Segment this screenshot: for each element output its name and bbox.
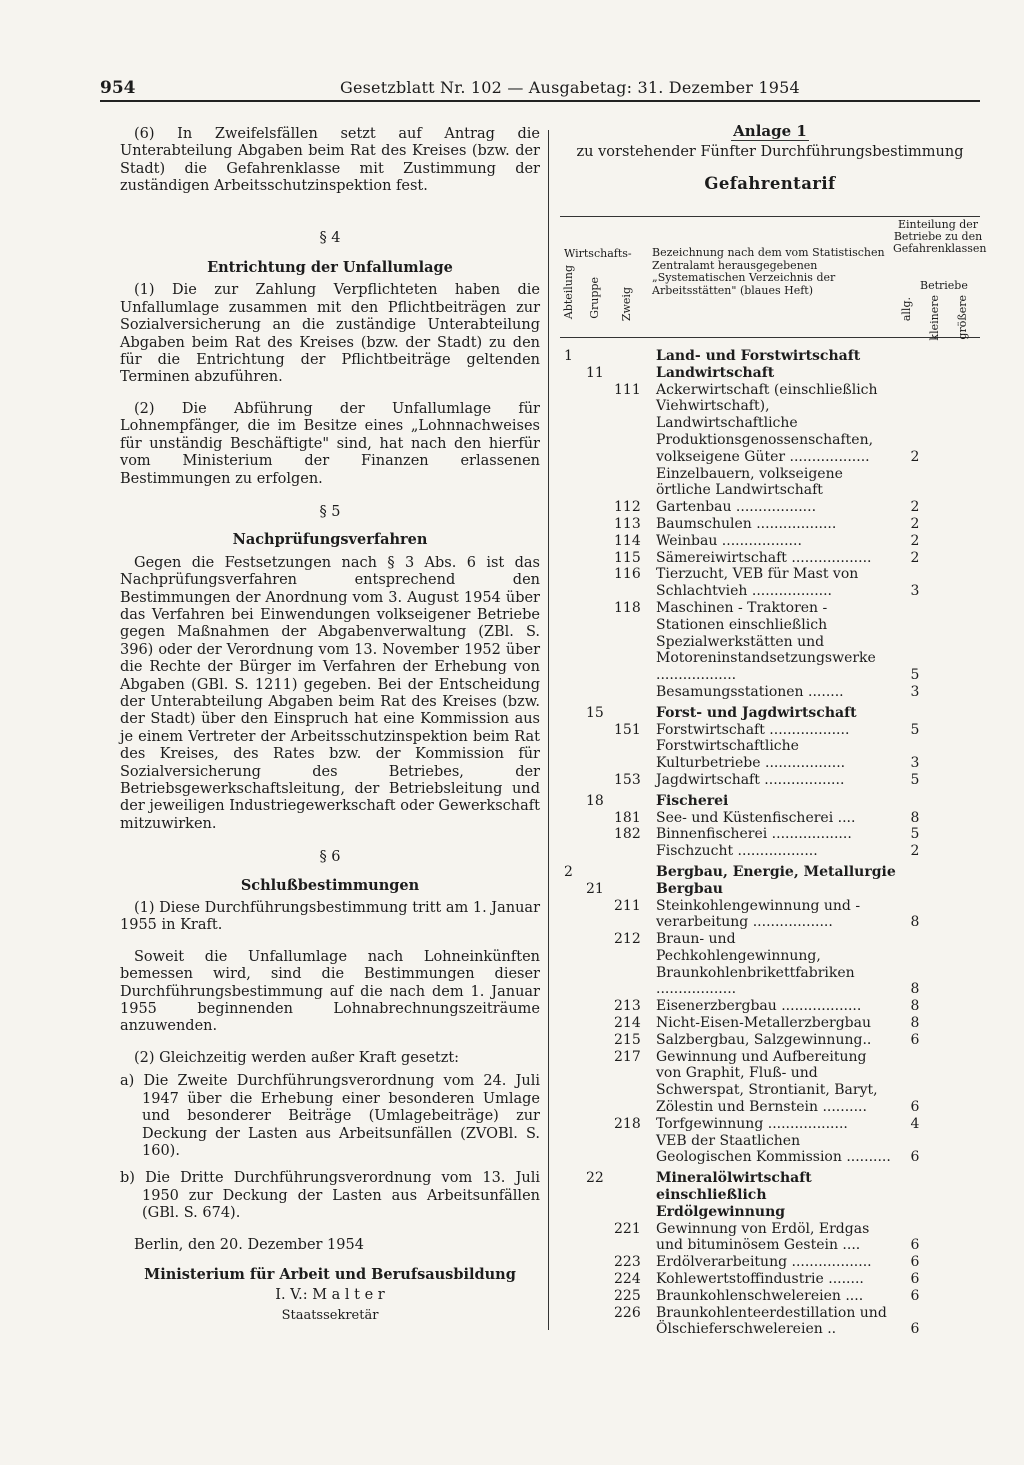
abteilung-cell: 1: [564, 348, 573, 364]
header-bezeichnung: Bezeichnung nach dem vom Statistischen Zentralamt herausgegebenen „Systematischen Verzeichnis der Arbeitsstätten" (blaues Heft): [652, 246, 885, 297]
class-cell: 5: [910, 721, 920, 738]
description-cell: Einzelbauern, volkseigene örtliche Landwirtschaft: [656, 465, 843, 499]
table-row: [560, 1305, 980, 1339]
gruppe-cell: 21: [586, 880, 604, 897]
zweig-cell: 221: [614, 1220, 641, 1237]
class-cell: 3: [910, 583, 920, 600]
ministry-name: Ministerium für Arbeit und Berufsausbildung: [144, 1265, 516, 1283]
table-row: [560, 705, 980, 722]
table-row: [560, 600, 980, 684]
table-row: [560, 382, 980, 466]
table-row: [560, 1288, 980, 1305]
zweig-cell: 214: [614, 1015, 641, 1032]
description-cell: Bergbau, Energie, Metallurgie: [656, 863, 896, 880]
class-cell: 8: [910, 998, 920, 1015]
table-row: [560, 881, 980, 898]
table-row: [560, 998, 980, 1015]
zweig-cell: 212: [614, 931, 641, 948]
section-6-number: § 6: [319, 849, 341, 866]
description-cell: Erdölverarbeitung ..................: [656, 1254, 872, 1271]
description-cell: Jagdwirtschaft ..................: [656, 771, 845, 788]
header-gruppe: Gruppe: [588, 277, 601, 319]
class-cell: 6: [910, 1031, 920, 1048]
zweig-cell: 151: [614, 721, 641, 738]
class-cell: 6: [910, 1237, 920, 1254]
header-abteilung: Abteilung: [562, 265, 575, 320]
table-row: [560, 365, 980, 382]
description-cell: Braunkohlenteerdestillation und Ölschieferschwelereien ..: [656, 1304, 887, 1338]
signer: I. V.: M a l t e r: [275, 1287, 385, 1304]
class-cell: 6: [910, 1099, 920, 1116]
description-cell: Mineralölwirtschaft einschließlich Erdölgewinnung: [656, 1170, 812, 1220]
description-cell: Salzbergbau, Salzgewinnung..: [656, 1031, 872, 1048]
class-cell: 6: [910, 1149, 920, 1166]
description-cell: Gartenbau ..................: [656, 499, 817, 516]
class-cell: 5: [910, 826, 920, 843]
zweig-cell: 213: [614, 998, 641, 1015]
zweig-cell: 113: [614, 515, 641, 532]
section-6-para-2: Soweit die Unfallumlage nach Lohneinkünften bemessen wird, sind die Bestimmungen dieser Durchführungsbestimmung auf die nach dem 1. Januar 1955 beginnenden Lohnabrechnungszeiträume anzuwenden.: [120, 948, 540, 1035]
annex-label: [560, 122, 980, 140]
zweig-cell: 114: [614, 532, 641, 549]
description-cell: VEB der Staatlichen Geologischen Kommission ..........: [656, 1132, 891, 1166]
table-row: [560, 516, 980, 533]
place-date: Berlin, den 20. Dezember 1954: [134, 1236, 364, 1253]
table-row: [560, 931, 980, 998]
gazette-title: Gesetzblatt Nr. 102 — Ausgabetag: 31. Dezember 1954: [340, 78, 800, 97]
table-row: [560, 1049, 980, 1116]
class-cell: 2: [910, 515, 920, 532]
description-cell: Baumschulen ..................: [656, 515, 837, 532]
section-4-para-2: (2) Die Abführung der Unfallumlage für Lohnempfänger, die im Besitze eines „Lohnnachweises für unständig Beschäftigte" sind, hat nach den hierfür vom Ministerium der Finanzen erlassenen Bestimmungen zu erfolgen.: [120, 400, 540, 487]
class-cell: 6: [910, 1287, 920, 1304]
description-cell: Weinbau ..................: [656, 532, 802, 549]
class-cell: 4: [910, 1115, 920, 1132]
description-cell: Bergbau: [656, 880, 723, 897]
description-cell: Besamungsstationen ........: [656, 683, 844, 700]
description-cell: See- und Küstenfischerei ....: [656, 809, 856, 826]
table-row: [560, 793, 980, 810]
table-row: [560, 1015, 980, 1032]
gruppe-cell: 22: [586, 1170, 604, 1187]
table-row: [560, 738, 980, 772]
zweig-cell: 215: [614, 1031, 641, 1048]
description-cell: Tierzucht, VEB für Mast von Schlachtvieh ..................: [656, 566, 859, 600]
description-cell: Gewinnung von Erdöl, Erdgas und bituminösem Gestein ....: [656, 1220, 870, 1254]
table-row: [560, 1116, 980, 1133]
zweig-cell: 225: [614, 1287, 641, 1304]
table-row: [560, 864, 980, 881]
column-divider: [548, 130, 549, 1330]
page-number: 954: [100, 78, 136, 98]
left-column: [120, 126, 540, 1324]
class-cell: 8: [910, 1015, 920, 1032]
table-row: [560, 826, 980, 843]
class-cell: 2: [910, 549, 920, 566]
description-cell: Braunkohlenschwelereien ....: [656, 1287, 864, 1304]
class-cell: 6: [910, 1321, 920, 1338]
class-cell: 3: [910, 755, 920, 772]
class-cell: 8: [910, 809, 920, 826]
description-cell: Fischzucht ..................: [656, 843, 818, 860]
tariff-title: Gefahrentarif: [704, 174, 836, 193]
table-row: [560, 1271, 980, 1288]
table-row: [560, 466, 980, 500]
description-cell: Forst- und Jagdwirtschaft: [656, 704, 857, 721]
description-cell: Forstwirtschaft ..................: [656, 721, 850, 738]
annex-label-text: Anlage 1: [733, 122, 807, 140]
description-cell: Land- und Forstwirtschaft: [656, 348, 861, 364]
description-cell: Steinkohlengewinnung und -verarbeitung ..................: [656, 897, 861, 931]
gruppe-cell: 18: [586, 792, 604, 809]
header-einteilung: Einteilung der Betriebe zu den Gefahrenklassen: [893, 218, 987, 255]
class-cell: 2: [910, 448, 920, 465]
description-cell: Gewinnung und Aufbereitung von Graphit, Fluß- und Schwerspat, Strontianit, Baryt, Zölestin und Bernstein ..........: [656, 1048, 878, 1116]
zweig-cell: 115: [614, 549, 641, 566]
header-betriebe: Betriebe: [920, 279, 968, 292]
table-row: [560, 843, 980, 860]
zweig-cell: 224: [614, 1271, 641, 1288]
table-row: [560, 566, 980, 600]
description-cell: Braun- und Pechkohlengewinnung, Braunkohlenbrikettfabriken ..................: [656, 931, 855, 998]
zweig-cell: 118: [614, 599, 641, 616]
section-6-item-b: b) Die Dritte Durchführungsverordnung vom 13. Juli 1950 zur Deckung der Lasten aus Arbeitsunfällen (GBl. S. 674).: [120, 1170, 540, 1222]
signer-title: Staatssekretär: [281, 1307, 379, 1323]
class-cell: 6: [910, 1254, 920, 1271]
description-cell: Nicht-Eisen-Metallerzbergbau: [656, 1015, 871, 1032]
table-row: [560, 1170, 980, 1220]
zweig-cell: 218: [614, 1115, 641, 1132]
table-row: [560, 499, 980, 516]
description-cell: Maschinen - Traktoren - Stationen einschließlich Spezialwerkstätten und Motoreninstandsetzungswerke ..................: [656, 599, 876, 684]
right-column: [560, 120, 987, 1338]
zweig-cell: 112: [614, 499, 641, 516]
section-5-heading: Nachprüfungsverfahren: [232, 531, 428, 549]
zweig-cell: 182: [614, 826, 641, 843]
section-5-para-1: Gegen die Festsetzungen nach § 3 Abs. 6 ist das Nachprüfungsverfahren entsprechend den Bestimmungen der Anordnung vom 3. August 1954 über das Verfahren bei Einwendungen volkseigener Betriebe gegen Maßnahmen der Abgabenverwaltung (ZBl. S. 396) oder der Verordnung vom 13. November 1952 über die Rechte der Bürger im Verfahren der Erhebung von Abgaben (GBl. S. 1211) gegeben. Bei der Entscheidung der Unterabteilung Abgaben beim Rat des Kreises (bzw. der Stadt) über den Einspruch hat eine Kommission aus je einem Vertreter der Arbeitsschutzinspektion beim Rat des Kreises, des Rates bzw. der Kommission für Sozialversicherung des Betriebes, der Betriebsgewerkschaftsleitung, der Betriebsleitung und der jeweiligen Industriegewerkschaft oder Gewerkschaft mitzuwirken.: [120, 554, 540, 832]
class-cell: 5: [910, 667, 920, 684]
annex-subtitle: zu vorstehender Fünfter Durchführungsbestimmung: [576, 144, 964, 160]
paragraph-6: (6) In Zweifelsfällen setzt auf Antrag die Unterabteilung Abgaben beim Rat des Kreises (bzw. der Stadt) die Gefahrenklasse mit Zustimmung der zuständigen Arbeitsschutzinspektion fest.: [120, 126, 540, 195]
table-row: [560, 1133, 980, 1167]
section-6-item-a: a) Die Zweite Durchführungsverordnung vom 24. Juli 1947 über die Erhebung einer besonderen Umlage und besonderer Beiträge (Umlagebeiträge) zur Deckung der Lasten aus Arbeitsunfällen (ZVOBl. S. 160).: [120, 1073, 540, 1159]
description-cell: Ackerwirtschaft (einschließlich Viehwirtschaft), Landwirtschaftliche Produktionsgenossenschaften, volkseigene Güter ..................: [656, 381, 878, 465]
zweig-cell: 153: [614, 771, 641, 788]
class-cell: 8: [910, 914, 920, 931]
description-cell: Kohlewertstoffindustrie ........: [656, 1271, 864, 1288]
class-cell: 2: [910, 532, 920, 549]
section-4-heading: Entrichtung der Unfallumlage: [207, 259, 453, 277]
description-cell: Binnenfischerei ..................: [656, 826, 852, 843]
gruppe-cell: 11: [586, 364, 604, 381]
table-row: [560, 533, 980, 550]
table-row: [560, 1221, 980, 1255]
class-cell: 5: [910, 771, 920, 788]
header-wirtschaft: Wirtschafts-: [564, 247, 632, 260]
class-cell: 8: [910, 981, 920, 998]
table-row: [560, 898, 980, 932]
description-cell: Landwirtschaft: [656, 364, 775, 381]
zweig-cell: 217: [614, 1048, 641, 1065]
table-row: [560, 1032, 980, 1049]
table-header: [560, 216, 987, 341]
abteilung-cell: 2: [564, 863, 573, 880]
section-6-para-3: (2) Gleichzeitig werden außer Kraft gesetzt:: [134, 1049, 460, 1066]
class-cell: 2: [910, 499, 920, 516]
gruppe-cell: 15: [586, 704, 604, 721]
header-allg: allg.: [900, 297, 913, 322]
description-cell: Fischerei: [656, 792, 729, 809]
description-cell: Sämereiwirtschaft ..................: [656, 549, 872, 566]
description-cell: Forstwirtschaftliche Kulturbetriebe ..................: [656, 738, 846, 772]
header-groessere: größere: [956, 295, 969, 340]
section-6-heading: Schlußbestimmungen: [240, 876, 420, 894]
class-cell: 2: [910, 843, 920, 860]
section-6-para-1: (1) Diese Durchführungsbestimmung tritt am 1. Januar 1955 in Kraft.: [120, 900, 541, 934]
table-row: [560, 772, 980, 789]
section-5-number: § 5: [319, 503, 341, 520]
description-cell: Eisenerzbergbau ..................: [656, 998, 862, 1015]
description-cell: Torfgewinnung ..................: [656, 1115, 848, 1132]
zweig-cell: 181: [614, 809, 641, 826]
section-4-para-1: (1) Die zur Zahlung Verpflichteten haben die Unfallumlage zusammen mit den Pflichtbeiträgen zur Sozialversicherung an die zuständige Unterabteilung Abgaben beim Rat des Kreises (bzw. der Stadt) zu den für die Entrichtung der Pflichtbeiträge geltenden Terminen abzuführen.: [120, 282, 540, 386]
table-row: [560, 1254, 980, 1271]
header-rule: [100, 100, 980, 102]
class-cell: 3: [910, 683, 920, 700]
table-row: [560, 684, 980, 701]
zweig-cell: 226: [614, 1304, 641, 1321]
header-kleinere: kleinere: [928, 295, 941, 341]
zweig-cell: 211: [614, 897, 641, 914]
page-header: [100, 78, 980, 100]
table-row: [560, 550, 980, 567]
header-zweig: Zweig: [620, 287, 633, 322]
table-row: [560, 722, 980, 739]
section-4-number: § 4: [319, 229, 341, 246]
zweig-cell: 111: [614, 381, 641, 398]
table-row: [560, 810, 980, 827]
zweig-cell: 223: [614, 1254, 641, 1271]
class-cell: 6: [910, 1271, 920, 1288]
tariff-rows: [560, 348, 980, 1338]
table-row: [560, 348, 980, 365]
zweig-cell: 116: [614, 566, 641, 583]
